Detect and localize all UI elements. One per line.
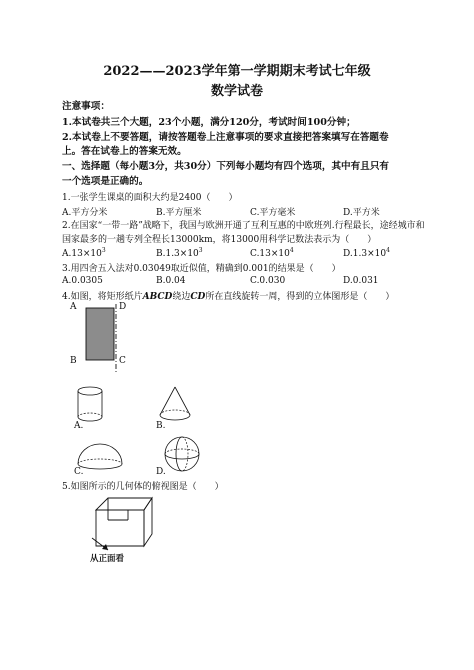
- q2-option-a-base: A.13×10: [62, 249, 102, 259]
- exam-subtitle: 数学试卷: [210, 84, 263, 99]
- q1-option-c[interactable]: C.平方毫米: [250, 208, 296, 218]
- q4-option-a-label[interactable]: A.: [74, 421, 84, 431]
- q2-option-c[interactable]: [250, 249, 294, 259]
- q2-option-b-base: B.1.3×10: [156, 249, 199, 259]
- q5-caption: 从正面看: [90, 554, 125, 564]
- q4-stem-pre: 4.如图，将矩形纸片: [62, 292, 143, 302]
- q2-option-d-exp: 4: [386, 247, 390, 254]
- section-1-heading-b: 一个选项是正确的。: [62, 176, 149, 187]
- q4-label-b: B: [70, 356, 77, 366]
- q4-option-a-cylinder[interactable]: [74, 385, 114, 425]
- q4-stem-mid: 绕边: [172, 292, 191, 302]
- q4-option-d-label[interactable]: D.: [156, 467, 166, 477]
- q5-stem: 5.如图所示的几何体的俯视图是（ ）: [62, 482, 224, 492]
- q4-stem-cd: CD: [190, 292, 206, 302]
- q4-label-d: D: [119, 302, 127, 312]
- q4-stem-abcd: ABCD: [142, 292, 173, 302]
- q2-option-d[interactable]: [343, 249, 390, 259]
- q1-stem: 1.一张学生课桌的面积大约是2400（ ）: [62, 193, 238, 203]
- q4-rectangle: [86, 308, 114, 360]
- q5-view-arrow-head: [102, 544, 108, 550]
- q1-option-a[interactable]: A.平方分米: [62, 208, 108, 218]
- section-1-heading-a: 一、选择题（每小题3分，共30分）下列每小题均有四个选项，其中有且只有: [62, 161, 390, 172]
- q5-solid-figure: [86, 494, 156, 558]
- q4-label-a: A: [70, 302, 77, 312]
- q4-option-b-label[interactable]: B.: [156, 421, 166, 431]
- q4-option-b-cone[interactable]: [156, 385, 200, 425]
- q2-option-a[interactable]: [62, 249, 106, 259]
- q4-stem-post: 所在直线旋转一周，得到的立体图形是（ ）: [205, 292, 395, 302]
- notice-item-2b: 上。答在试卷上的答案无效。: [62, 146, 187, 157]
- notice-item-2a: 2.本试卷上不要答题，请按答题卷上注意事项的要求直接把答案填写在答题卷: [62, 132, 389, 143]
- q2-option-c-exp: 4: [289, 247, 294, 254]
- q2-option-b[interactable]: [156, 249, 203, 259]
- q3-option-c[interactable]: C.0.030: [250, 276, 286, 286]
- notice-heading: 注意事项：: [62, 101, 110, 112]
- q2-option-b-exp: 3: [198, 247, 203, 254]
- q2-stem-b: 国家最多的一趟专列全程长13000km，将13000用科学记数法表示为（ ）: [62, 235, 377, 245]
- q3-option-d[interactable]: D.0.031: [343, 276, 379, 286]
- q2-stem-a: 2.在国家“一带一路”战略下，我国与欧洲开通了互利互惠的中欧班列.行程最长，途经城市和: [62, 221, 425, 231]
- q2-option-a-exp: 3: [101, 247, 106, 254]
- q4-option-d-sphere[interactable]: [162, 434, 204, 476]
- q3-option-a[interactable]: A.0.0305: [62, 276, 103, 286]
- q3-option-b[interactable]: B.0.04: [156, 276, 186, 286]
- notice-item-1: 1.本试卷共三个大题，23个小题，满分120分，考试时间100分钟；: [62, 117, 356, 128]
- q2-option-c-base: C.13×10: [250, 249, 290, 259]
- q3-stem: 3.用四舍五入法对0.03049取近似值，精确到0.001的结果是（ ）: [62, 264, 341, 274]
- q2-option-d-base: D.1.3×10: [343, 249, 387, 259]
- q4-option-c-label[interactable]: C.: [74, 467, 84, 477]
- q1-option-d[interactable]: D.平方米: [343, 208, 380, 218]
- q4-label-c: C: [119, 356, 126, 366]
- exam-title: 2022——2023学年第一学期期末考试七年级: [103, 64, 371, 79]
- q1-option-b[interactable]: B.平方厘米: [156, 208, 202, 218]
- q4-option-c-hemisphere[interactable]: [74, 440, 130, 470]
